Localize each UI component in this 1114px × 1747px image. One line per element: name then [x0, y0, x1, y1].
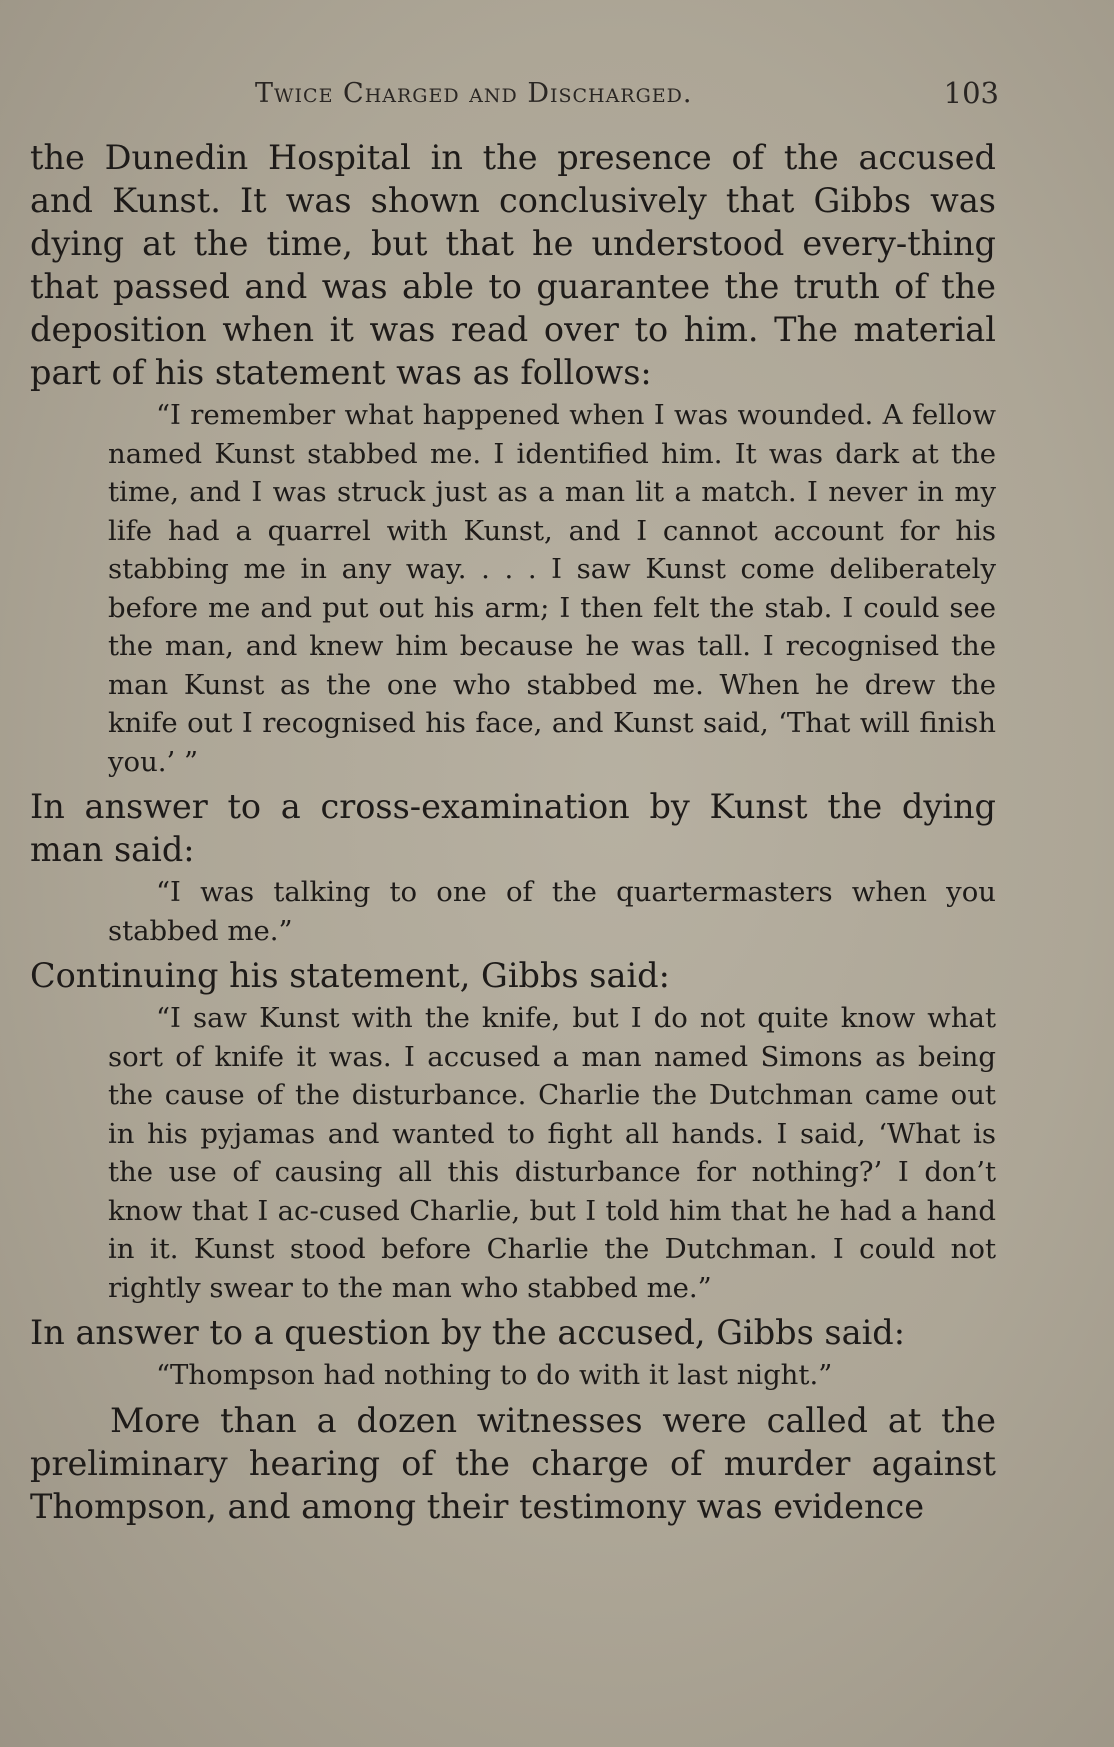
block-quote: “Thompson had nothing to do with it last night.”	[156, 1359, 833, 1391]
body-text	[30, 136, 996, 1528]
paragraph: In answer to a question by the accused, Gibbs said:	[30, 1313, 906, 1352]
running-title: Twice Charged and Discharged.	[255, 78, 693, 109]
paragraph: the Dunedin Hospital in the presence of the accused and Kunst. It was shown conclusively that Gibbs was dying at the time, but that he understood every-thing that passed and was able to guarantee the truth of the deposition when it was read over to him. The material part of his statement was as follows:	[30, 138, 996, 392]
block-quote: “I was talking to one of the quartermasters when you stabbed me.”	[108, 876, 996, 947]
block-quote: “I saw Kunst with the knife, but I do not quite know what sort of knife it was. I accused a man named Simons as being the cause of the disturbance. Charlie the Dutchman came out in his pyjamas and wanted to fight all hands. I said, ‘What is the use of causing all this disturbance for nothing?’ I don’t know that I ac-cused Charlie, but I told him that he had a hand in it. Kunst stood before Charlie the Dutchman. I could not rightly swear to the man who stabbed me.”	[108, 1002, 996, 1304]
block-quote: “I remember what happened when I was wounded. A fellow named Kunst stabbed me. I identified him. It was dark at the time, and I was struck just as a man lit a match. I never in my life had a quarrel with Kunst, and I cannot account for his stabbing me in any way. . . . I saw Kunst come deliberately before me and put out his arm; I then felt the stab. I could see the man, and knew him because he was tall. I recognised the man Kunst as the one who stabbed me. When he drew the knife out I recognised his face, and Kunst said, ‘That will finish you.’ ”	[108, 399, 996, 778]
page-number: 103	[943, 76, 999, 110]
paragraph: More than a dozen witnesses were called at the preliminary hearing of the charge of murder against Thompson, and among their testimony was evidence	[30, 1400, 996, 1526]
page-header	[0, 74, 1114, 114]
paragraph: Continuing his statement, Gibbs said:	[30, 956, 670, 995]
paragraph: In answer to a cross-examination by Kunst the dying man said:	[30, 787, 996, 869]
